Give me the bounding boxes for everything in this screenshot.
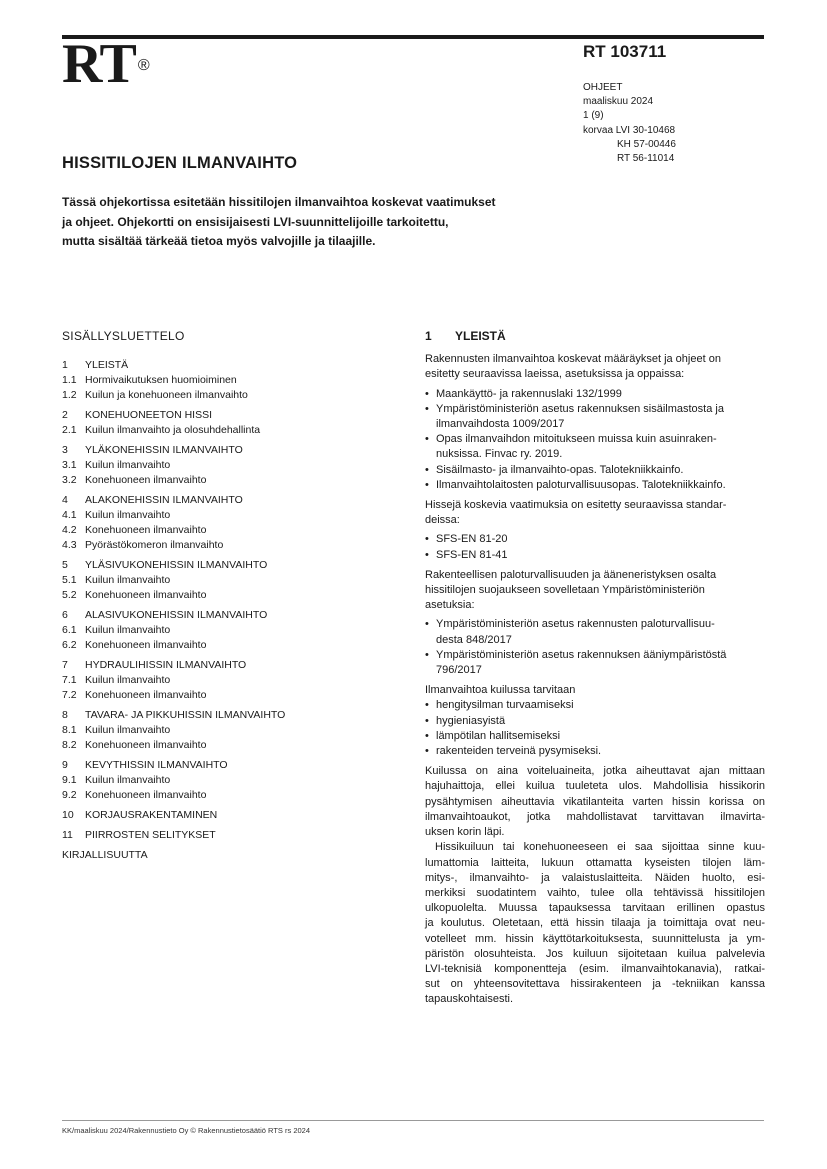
- section-heading: 1 YLEISTÄ: [425, 329, 506, 343]
- toc-item-2-1[interactable]: 2.1 Kuilun ilmanvaihto ja olosuhdehallinta: [62, 424, 261, 436]
- toc-list: [62, 358, 392, 843]
- toc-item-7-2[interactable]: 7.2 Konehuoneen ilmanvaihto: [62, 689, 207, 701]
- rt-logo: RT ®: [62, 33, 149, 95]
- registered-mark: ®: [137, 57, 149, 74]
- toc-item-6[interactable]: 6 ALASIVUKONEHISSIN ILMANVAIHTO: [62, 609, 268, 621]
- toc-item-5-2[interactable]: 5.2 Konehuoneen ilmanvaihto: [62, 589, 207, 601]
- list-item: • Ympäristöministeriön asetus rakennuksen ääniympäristöstä 796/2017: [425, 648, 765, 678]
- toc-item-9-1[interactable]: 9.1 Kuilun ilmanvaihto: [62, 774, 171, 786]
- toc-item-7[interactable]: 7 HYDRAULIHISSIN ILMANVAIHTO: [62, 659, 247, 671]
- purpose-intro: Ilmanvaihtoa kuilussa tarvitaan: [425, 684, 576, 697]
- fire-paragraph: Rakenteellisen paloturvallisuuden ja ääneneristyksen osalta hissitilojen suojaukseen sovelletaan Ympäristöministeriön asetuksia:: [425, 568, 717, 612]
- list-item: • Ilmanvaihtolaitosten paloturvallisuusopas. Talotekniikkainfo.: [425, 478, 765, 493]
- paragraph-line: ja koulutus. Oletetaan, että hissin tilaaja ja toimittaja ovat neu-: [425, 917, 765, 930]
- toc-item-8[interactable]: 8 TAVARA- JA PIKKUHISSIN ILMANVAIHTO: [62, 709, 286, 721]
- toc-item-3-1[interactable]: 3.1 Kuilun ilmanvaihto: [62, 459, 171, 471]
- law-list: [425, 387, 765, 493]
- footer-text: KK/maaliskuu 2024/Rakennustieto Oy © Rakennustietosäätiö RTS rs 2024: [62, 1126, 311, 1135]
- body-paragraph: [425, 764, 765, 840]
- list-item: • lämpötilan hallitsemiseksi: [425, 729, 765, 744]
- toc-item-4[interactable]: 4 ALAKONEHISSIN ILMANVAIHTO: [62, 494, 243, 506]
- paragraph-line: tapauskohtaisesti.: [425, 993, 514, 1006]
- standards-paragraph: Hissejä koskevia vaatimuksia on esitetty seuraavissa standar- deissa:: [425, 499, 727, 527]
- lead-line: ja ohjeet. Ohjekortti on ensisijaisesti LVI-suunnittelijoille tarkoitettu,: [62, 214, 449, 229]
- replaces-line: korvaa LVI 30-10468: [583, 124, 676, 136]
- paragraph-line: pysähtymisen aiheuttavia vikatilanteita varten hissin korissa on: [425, 795, 765, 808]
- toc-item-1-2[interactable]: 1.2 Kuilun ja konehuoneen ilmanvaihto: [62, 389, 248, 401]
- toc-heading: SISÄLLYSLUETTELO: [62, 329, 185, 343]
- paragraph-line: votelleet mm. hissin käyttötarkoituksesta, suunnittelusta ja ym-: [425, 932, 765, 945]
- lead-line: mutta sisältää tärkeää tietoa myös valvojille ja tilaajille.: [62, 234, 376, 248]
- replaces-line: KH 57-00446: [617, 138, 676, 150]
- toc-item-9-2[interactable]: 9.2 Konehuoneen ilmanvaihto: [62, 789, 207, 801]
- toc-item-3[interactable]: 3 YLÄKONEHISSIN ILMANVAIHTO: [62, 444, 243, 456]
- paragraph-line: sut on yhteensovitettava hissirakenteen ja -tekniikan kanssa: [425, 978, 765, 991]
- toc-item-5-1[interactable]: 5.1 Kuilun ilmanvaihto: [62, 574, 171, 586]
- intro-paragraph: Rakennusten ilmanvaihtoa koskevat määräykset ja ohjeet on esitetty seuraavissa laeissa, asetuksissa ja oppaissa:: [425, 353, 721, 381]
- list-item: • rakenteiden terveinä pysymiseksi.: [425, 744, 765, 759]
- toc-item-6-1[interactable]: 6.1 Kuilun ilmanvaihto: [62, 624, 171, 636]
- paragraph-line: päristön olosuhteista. Jos kuiluun sijoitetaan kuilua palvelevia: [425, 947, 765, 960]
- list-item: • Ympäristöministeriön asetus rakennusten paloturvallisuu- desta 848/2017: [425, 617, 765, 647]
- toc-item-6-2[interactable]: 6.2 Konehuoneen ilmanvaihto: [62, 639, 207, 651]
- toc-item-10[interactable]: 10 KORJAUSRAKENTAMINEN: [62, 809, 218, 821]
- list-item: • Ympäristöministeriön asetus rakennuksen sisäilmastosta ja ilmanvaihdosta 1009/2017: [425, 402, 765, 432]
- list-item: • hygieniasyistä: [425, 714, 765, 729]
- paragraph-line: merkiksi suodatintem vaihto, tulee olla tehtävissä hissitilojen: [425, 886, 765, 899]
- standards-list: [425, 532, 765, 562]
- page-title: HISSITILOJEN ILMANVAIHTO: [62, 154, 298, 172]
- toc-item-2[interactable]: 2 KONEHUONEETON HISSI: [62, 409, 212, 421]
- section-yleista: [425, 329, 765, 1008]
- table-of-contents: [62, 329, 392, 863]
- toc-item-9[interactable]: 9 KEVYTHISSIN ILMANVAIHTO: [62, 759, 228, 771]
- toc-item-4-3[interactable]: 4.3 Pyörästökomeron ilmanvaihto: [62, 539, 224, 551]
- paragraph-line: LVI-teknisiä komponentteja (esim. ilmanvaihtokanavia), ratkai-: [425, 962, 765, 975]
- paragraph-line: ilmanvaihtoaukot, jotka mahdollistavat tarvittavan ilmavirta-: [425, 810, 765, 823]
- body-paragraph: [425, 840, 765, 1007]
- replaces-line: RT 56-11014: [617, 153, 675, 165]
- toc-item-1[interactable]: 1 YLEISTÄ: [62, 359, 129, 371]
- paragraph-line: Kuilussa on aina voiteluaineita, jotka aiheuttavat ajan mittaan: [425, 765, 765, 778]
- toc-item-8-2[interactable]: 8.2 Konehuoneen ilmanvaihto: [62, 739, 207, 751]
- paragraph-line: hajuhaittoja, ellei kuilua tuuleteta ulos. Mahdollisia hissikorin: [425, 780, 765, 793]
- list-item: • Maankäyttö- ja rakennuslaki 132/1999: [425, 387, 765, 402]
- toc-item-1-1[interactable]: 1.1 Hormivaikutuksen huomioiminen: [62, 374, 237, 386]
- top-rule: [62, 35, 764, 39]
- doc-type: OHJEET: [583, 82, 623, 93]
- toc-item-4-2[interactable]: 4.2 Konehuoneen ilmanvaihto: [62, 524, 207, 536]
- footer-rule: [62, 1120, 764, 1121]
- paragraph-line: ulkopuolelta. Muussa tapauksessa tarvitaan erillinen opastus: [425, 902, 765, 915]
- lead-paragraph: [62, 193, 512, 252]
- toc-item-8-1[interactable]: 8.1 Kuilun ilmanvaihto: [62, 724, 171, 736]
- toc-item-3-2[interactable]: 3.2 Konehuoneen ilmanvaihto: [62, 474, 207, 486]
- document-meta: [583, 81, 676, 166]
- toc-bibliography[interactable]: KIRJALLISUUTTA: [62, 849, 148, 861]
- paragraph-line: Hissikuiluun tai konehuoneeseen ei saa sijoittaa sinne kuu-: [435, 841, 765, 854]
- paragraph-line: mitys-, ilmanvaihto- ja valaistuslaitteita. Näiden huolto, esi-: [425, 871, 765, 884]
- decree-list: [425, 617, 765, 678]
- list-item: • hengitysilman turvaamiseksi: [425, 698, 765, 713]
- purpose-list: [425, 698, 765, 759]
- paragraph-line: lumattomia laitteita, lukuun ottamatta kyseisten tilojen läm-: [425, 856, 765, 869]
- doc-date: maaliskuu 2024: [583, 96, 654, 108]
- list-item: • SFS-EN 81-41: [425, 548, 765, 563]
- toc-item-5[interactable]: 5 YLÄSIVUKONEHISSIN ILMANVAIHTO: [62, 559, 268, 571]
- list-item: • Sisäilmasto- ja ilmanvaihto-opas. Talotekniikkainfo.: [425, 463, 765, 478]
- toc-item-4-1[interactable]: 4.1 Kuilun ilmanvaihto: [62, 509, 171, 521]
- toc-item-7-1[interactable]: 7.1 Kuilun ilmanvaihto: [62, 674, 171, 686]
- toc-item-11[interactable]: 11 PIIRROSTEN SELITYKSET: [62, 829, 216, 841]
- list-item: • SFS-EN 81-20: [425, 532, 765, 547]
- list-item: • Opas ilmanvaihdon mitoitukseen muissa kuin asuinraken- nuksissa. Finvac ry. 2019.: [425, 432, 765, 462]
- lead-line: Tässä ohjekortissa esitetään hissitilojen ilmanvaihtoa koskevat vaatimukset: [62, 195, 496, 209]
- page-count: 1 (9): [583, 110, 604, 122]
- paragraph-line: uksen korin läpi.: [425, 826, 505, 839]
- document-number: RT 103711: [583, 42, 667, 61]
